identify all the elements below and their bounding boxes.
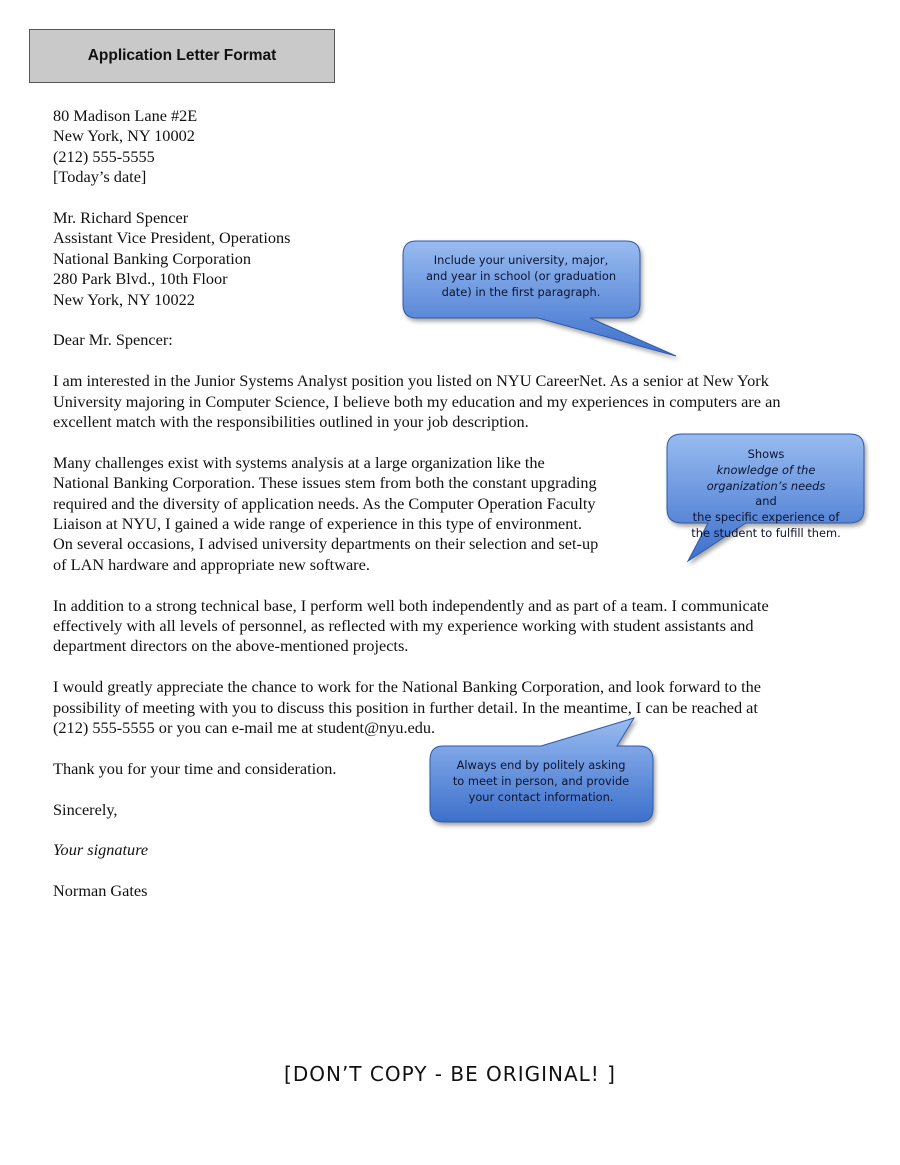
letter-date: [Today’s date] bbox=[53, 167, 147, 187]
callout-text-line: date) in the first paragraph. bbox=[441, 284, 601, 299]
paragraph-experience bbox=[53, 453, 653, 575]
paragraph-line: excellent match with the responsibilities outlined in your job description. bbox=[53, 412, 529, 432]
callout-text-italic: organization’s needs bbox=[706, 478, 826, 493]
paragraph-line: possibility of meeting with you to discuss this position in further detail. In the meantime, I can be reached at bbox=[53, 697, 758, 717]
recipient-city: New York, NY 10022 bbox=[53, 289, 195, 309]
callout-text-segment: and bbox=[755, 494, 777, 509]
closing-line: Sincerely, bbox=[53, 799, 118, 819]
callout-ending bbox=[429, 716, 661, 828]
callout-text-line: and year in school (or graduation bbox=[425, 268, 617, 283]
paragraph-line: Liaison at NYU, I gained a wide range of experience in this type of environment. bbox=[53, 514, 582, 534]
sender-address bbox=[53, 106, 853, 188]
sender-phone: (212) 555-5555 bbox=[53, 146, 155, 166]
paragraph-line: effectively with all levels of personnel, as reflected with my experience working with student assistants and bbox=[53, 616, 754, 636]
recipient-name: Mr. Richard Spencer bbox=[53, 208, 189, 228]
paragraph-line: University majoring in Computer Science, I believe both my education and my experiences in computers are an bbox=[53, 391, 781, 411]
callout-text-line: Include your university, major, bbox=[433, 253, 609, 267]
recipient-company: National Banking Corporation bbox=[53, 248, 252, 268]
callout-text-line: Always end by politely asking bbox=[456, 758, 626, 772]
callout-text-line: to meet in person, and provide bbox=[452, 773, 630, 788]
paragraph-line: On several occasions, I advised university departments on their selection and set-up bbox=[53, 534, 599, 554]
thanks-line: Thank you for your time and consideration. bbox=[53, 758, 337, 778]
page-title: Application Letter Format bbox=[29, 29, 335, 83]
sender-city: New York, NY 10002 bbox=[53, 126, 195, 146]
paragraph-line: I am interested in the Junior Systems Analyst position you listed on NYU CareerNet. As a senior at New York bbox=[53, 371, 769, 391]
signature-placeholder: Your signature bbox=[53, 840, 149, 860]
footer-note: [DON’T COPY - BE ORIGINAL! ] bbox=[284, 1062, 616, 1086]
callout-text-italic: knowledge of the bbox=[716, 462, 816, 477]
paragraph-line: Many challenges exist with systems analysis at a large organization like the bbox=[53, 452, 545, 472]
callout-text-segment: Shows bbox=[747, 447, 785, 461]
paragraph-intro bbox=[53, 371, 853, 432]
callout-text-line: the student to fulfill them. bbox=[691, 525, 841, 540]
callout-knowledge bbox=[666, 433, 870, 565]
salutation: Dear Mr. Spencer: bbox=[53, 330, 173, 350]
paragraph-line: of LAN hardware and appropriate new software. bbox=[53, 554, 370, 574]
paragraph-line: National Banking Corporation. These issues stem from both the constant upgrading bbox=[53, 473, 597, 493]
callout-text-line: the specific experience of bbox=[692, 510, 840, 525]
recipient-position: Assistant Vice President, Operations bbox=[53, 228, 291, 248]
paragraph-line: department directors on the above-mentioned projects. bbox=[53, 636, 409, 656]
sender-name: Norman Gates bbox=[53, 881, 148, 901]
paragraph-line: I would greatly appreciate the chance to work for the National Banking Corporation, and look forward to the bbox=[53, 677, 762, 697]
recipient-street: 280 Park Blvd., 10th Floor bbox=[53, 269, 228, 289]
paragraph-line: (212) 555-5555 or you can e-mail me at student@nyu.edu. bbox=[53, 718, 436, 738]
paragraph-line: In addition to a strong technical base, I perform well both independently and as part of a team. I communicate bbox=[53, 595, 769, 615]
sender-street: 80 Madison Lane #2E bbox=[53, 106, 198, 125]
callout-text-line: your contact information. bbox=[468, 789, 614, 804]
paragraph-line: required and the diversity of application needs. As the Computer Operation Faculty bbox=[53, 493, 596, 513]
paragraph-skills bbox=[53, 596, 853, 657]
callout-university bbox=[402, 240, 682, 360]
